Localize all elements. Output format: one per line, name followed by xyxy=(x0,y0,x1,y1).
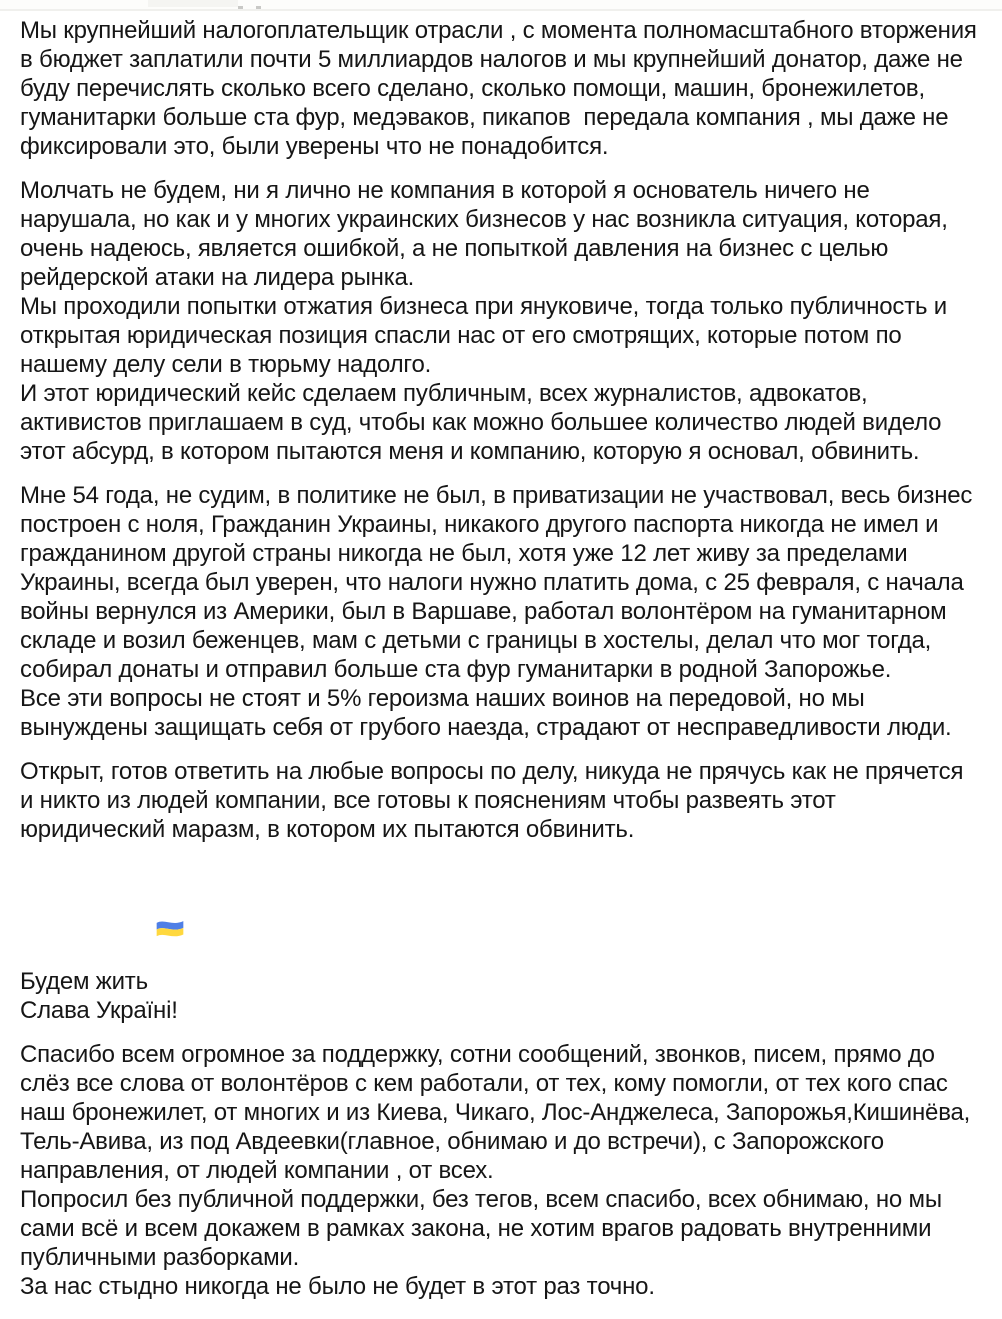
post-paragraph xyxy=(20,176,982,466)
post-text-line xyxy=(20,1185,982,1272)
post-text: Мы проходили попытки отжатия бизнеса при януковиче, тогда только публичность и открытая юридическая позиция спасли нас от его смотрящих, которые потом по нашему делу сели в тюрьму надолго. xyxy=(20,293,954,378)
post-text: Мы крупнейший налогоплательщик отрасли , с момента полномасштабного вторжения в бюджет заплатили почти 5 миллиардов налогов и мы крупнейший донатор, даже не буду перечислять сколько всего сделано, сколько помощи, машин, бронежилетов, гуманитарки больше ста фур, медэваков, пикапов передала компания , мы даже не фиксировали это, были уверены что не понадобится. xyxy=(20,17,984,160)
top-crop-artifact xyxy=(0,0,1002,11)
post-text-line xyxy=(20,292,982,379)
post-text-line xyxy=(20,1272,982,1301)
post-text: Спасибо всем огромное за поддержку, сотни сообщений, звонков, писем, прямо до слёз все слова от волонтёров с кем работали, от тех, кому помогли, от тех кого спас наш бронежилет, от многих и из Киева, Чикаго, Лос-Анджелеса, Запорожья,Кишинёва, Тель-Авива, из под Авдеевки(главное, обнимаю и до встречи), с Запорожского направления, от людей компании , от всех. xyxy=(20,1041,977,1184)
post-text: Слава Україні! xyxy=(20,997,178,1024)
post-text: За нас стыдно никогда не было не будет в этот раз точно. xyxy=(20,1273,655,1300)
post-text: Все эти вопросы не стоят и 5% героизма наших воинов на передовой, но мы вынуждены защищать себя от грубого наезда, страдают от несправедливости люди. xyxy=(20,685,952,741)
post-text: Мне 54 года, не судим, в политике не был, в приватизации не участвовал, весь бизнес построен с ноля, Гражданин Украины, никакого другого паспорта никогда не имел и гражданином другой страны никогда не был, хотя уже 12 лет живу за пределами Украины, всегда был уверен, что налоги нужно платить дома, с 25 февраля, с начала войны вернулся из Америки, был в Варшаве, работал волонтёром на гуманитарном складе и возил беженцев, мам с детьми с границы в хостелы, делал что мог тогда, собирал донаты и отправил больше ста фур гуманитарки в родной Запорожье. xyxy=(20,482,979,683)
post-text: Будем жить xyxy=(20,968,148,995)
post-paragraph xyxy=(20,16,982,161)
post-text: Молчать не будем, ни я лично не компания в которой я основатель ничего не нарушала, но как и у многих украинских бизнесов у нас возникла ситуация, которая, очень надеюсь, является ошибкой, а не попыткой давления на бизнес с целью рейдерской атаки на лидера рынка. xyxy=(20,177,955,291)
crop-artifact-mark xyxy=(256,6,261,9)
post-paragraph xyxy=(20,481,982,742)
post-text-line xyxy=(20,859,982,996)
post-paragraph xyxy=(20,757,982,844)
post-text-line xyxy=(20,379,982,466)
crop-artifact-mark xyxy=(238,6,243,9)
post-text-line xyxy=(20,176,982,292)
post-text-line xyxy=(20,16,982,161)
ukraine-flag-emoji xyxy=(155,859,185,884)
post-text-line xyxy=(20,481,982,684)
post-text: И этот юридический кейс сделаем публичным, всех журналистов, адвокатов, активистов приглашаем в суд, чтобы как можно большее количество людей видело этот абсурд, в котором пытаются меня и компанию, которую я основал, обвинить. xyxy=(20,380,948,465)
post-text-line xyxy=(20,996,982,1025)
crop-artifact-shade xyxy=(148,0,238,7)
post-text-line xyxy=(20,1040,982,1185)
post-text: Попросил без публичной поддержки, без тегов, всем спасибо, всех обнимаю, но мы сами всё и всем докажем в рамках закона, не хотим врагов радовать внутренними публичными разборками. xyxy=(20,1186,949,1271)
post-paragraph xyxy=(20,859,982,1025)
post-text-line xyxy=(20,757,982,844)
post-paragraph xyxy=(20,1040,982,1301)
post-text-line xyxy=(20,684,982,742)
post-text: Открыт, готов ответить на любые вопросы по делу, никуда не прячусь как не прячется и никто из людей компании, все готовы к пояснениям чтобы развеять этот юридический маразм, в котором их пытаются обвинить. xyxy=(20,758,970,843)
post-body xyxy=(0,11,1002,1319)
